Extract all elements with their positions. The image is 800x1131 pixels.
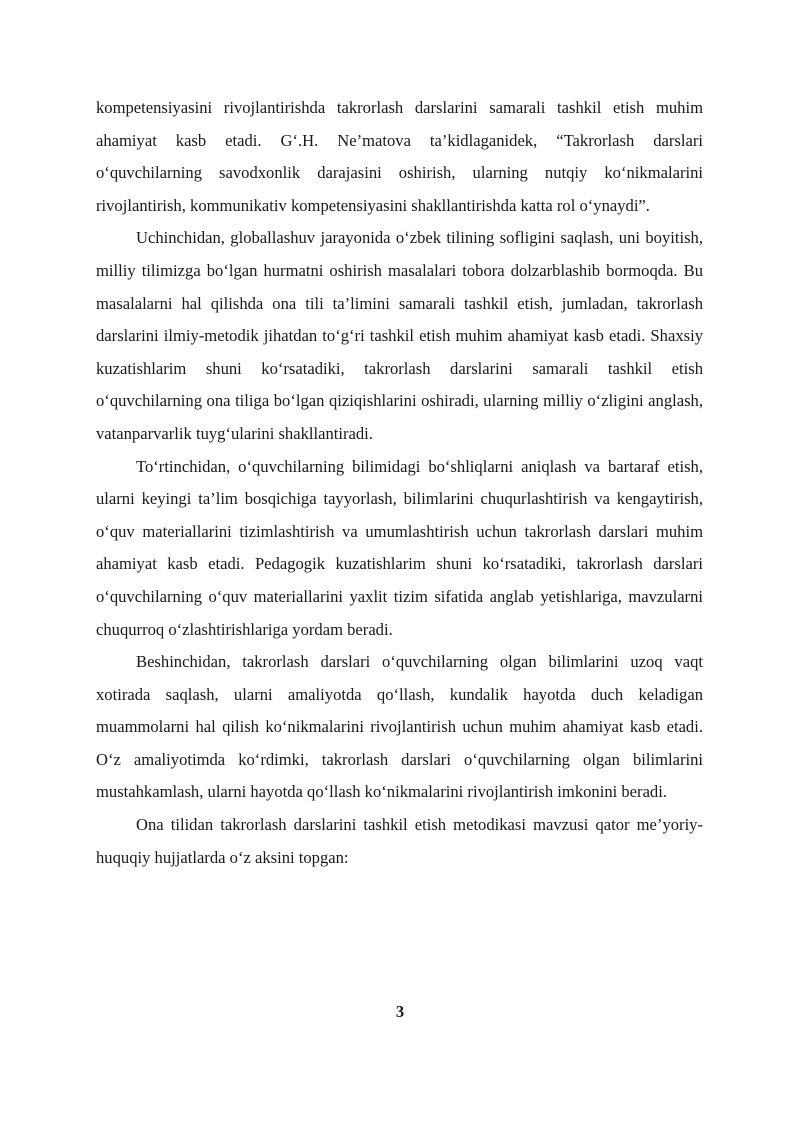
- paragraph-fifth-point: Beshinchidan, takrorlash darslari o‘quvchilarning olgan bilimlarini uzoq vaqt xotirada saqlash, ularni amaliyotda qo‘llash, kundalik hayotda duch keladigan muammolarni hal qilish ko‘nikmalarini rivojlantirish uchun muhim ahamiyat kasb etadi. O‘z amaliyotimda ko‘rdimki, takrorlash darslari o‘quvchilarning olgan bilimlarini mustahkamlash, ularni hayotda qo‘llash ko‘nikmalarini rivojlantirish imkonini beradi.: [96, 652, 703, 802]
- document-page: [96, 92, 703, 874]
- paragraph-fourth-point: To‘rtinchidan, o‘quvchilarning bilimidagi bo‘shliqlarni aniqlash va bartaraf etish, ularni keyingi ta’lim bosqichiga tayyorlash, bilimlarini chuqurlashtirish va kengaytirish, o‘quv materiallarini tizimlashtirish va umumlashtirish uchun takrorlash darslari muhim ahamiyat kasb etadi. Pedagogik kuzatishlarim shuni ko‘rsatadiki, takrorlash darslari o‘quvchilarning o‘quv materiallarini yaxlit tizim sifatida anglab yetishlariga, mavzularni chuqurroq o‘zlashtirishlariga yordam beradi.: [96, 456, 703, 639]
- page-number: 3: [395, 1002, 405, 1021]
- paragraph-third-point: Uchinchidan, globallashuv jarayonida o‘zbek tilining sofligini saqlash, uni boyitish, milliy tilimizga bo‘lgan hurmatni oshirish masalalari tobora dolzarblashib bormoqda. Bu masalalarni hal qilishda ona tili ta’limini samarali tashkil etish, jumladan, takrorlash darslarini ilmiy-metodik jihatdan to‘g‘ri tashkil etish muhim ahamiyat kasb etadi. Shaxsiy kuzatishlarim shuni ko‘rsatadiki, takrorlash darslarini samarali tashkil etish o‘quvchilarning ona tiliga bo‘lgan qiziqishlarini oshiradi, ularning milliy o‘zligini anglash, vatanparvarlik tuyg‘ularini shakllantiradi.: [96, 228, 703, 443]
- paragraph-methodology-intro: Ona tilidan takrorlash darslarini tashkil etish metodikasi mavzusi qator me’yoriy-huquqiy hujjatlarda o‘z aksini topgan:: [96, 815, 703, 867]
- paragraph-continuation: kompetensiyasini rivojlantirishda takrorlash darslarini samarali tashkil etish muhim ahamiyat kasb etadi. G‘.H. Ne’matova ta’kidlaganidek, “Takrorlash darslari o‘quvchilarning savodxonlik darajasini oshirish, ularning nutqiy ko‘nikmalarini rivojlantirish, kommunikativ kompetensiyasini shakllantirishda katta rol o‘ynaydi”.: [96, 98, 703, 215]
